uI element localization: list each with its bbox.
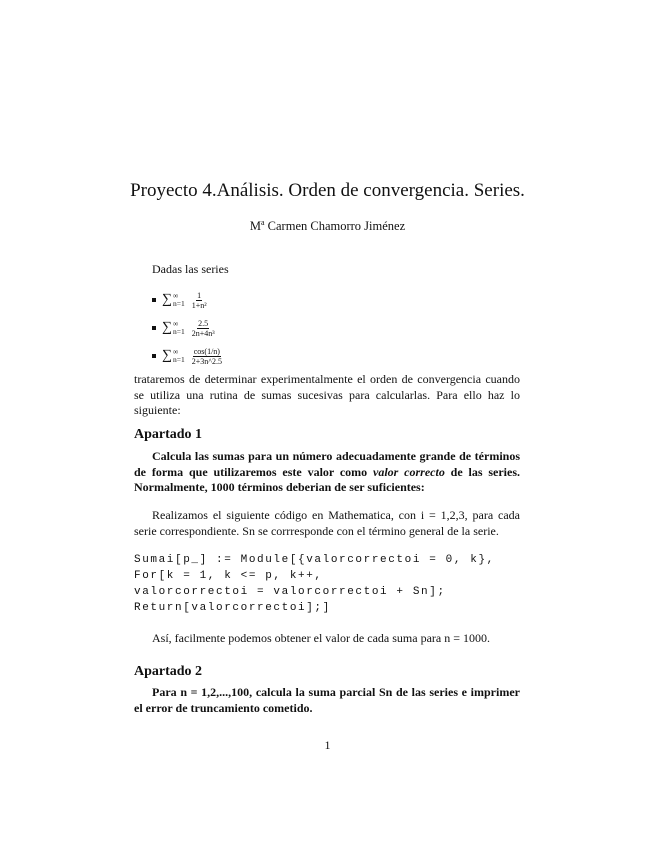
page-number: 1 [324, 738, 331, 752]
task-text: Calcula las sumas para un número adecuadamente grande de términos de forma que utilizaremos este valor como [134, 449, 520, 479]
denominator: 2+3n^2.5 [191, 356, 222, 366]
task-emphasis: valor correcto [373, 464, 445, 479]
code-line: For[k = 1, k <= p, k++, [134, 570, 323, 582]
summation-limits [173, 348, 185, 364]
upper-limit: ∞ [172, 291, 179, 300]
author-superscript: a [260, 218, 265, 227]
denominator: 1+n² [191, 300, 207, 310]
series-list [152, 286, 223, 370]
fraction [191, 319, 216, 338]
code-line: Sumai[p_] := Module[{valorcorrectoi = 0, k}, [134, 554, 495, 566]
code-line: Return[valorcorrectoi];] [134, 602, 331, 614]
series-item [152, 314, 223, 342]
numerator: cos(1/n) [193, 346, 220, 356]
sigma-symbol: ∑ [162, 348, 172, 363]
bullet-icon [152, 326, 156, 330]
sigma-symbol: ∑ [162, 292, 172, 307]
lower-limit: n=1 [172, 327, 185, 336]
lower-limit: n=1 [172, 355, 185, 364]
upper-limit: ∞ [172, 347, 179, 356]
author-name: Carmen Chamorro Jiménez [264, 219, 406, 234]
denominator: 2n+4n³ [191, 328, 215, 338]
author-line [0, 218, 655, 234]
document-title: Proyecto 4.Análisis. Orden de convergencia. Series. [130, 180, 525, 201]
summation-limits [173, 292, 185, 308]
summation-limits [173, 320, 185, 336]
numerator: 1 [197, 290, 202, 300]
bullet-icon [152, 354, 156, 358]
series-item [152, 342, 223, 370]
apartado-1-task [134, 449, 520, 496]
paragraph-after-series: trataremos de determinar experimentalmente el orden de convergencia cuando se utiliza una rutina de sumas sucesivas para calcularlas. Para ello haz lo siguiente: [134, 372, 520, 417]
numerator: 2.5 [198, 318, 209, 328]
section-heading-apartado-1: Apartado 1 [134, 427, 203, 442]
lower-limit: n=1 [172, 299, 185, 308]
fraction [191, 347, 223, 366]
series-item [152, 286, 223, 314]
sigma-symbol: ∑ [162, 320, 172, 335]
paragraph-after-code: Así, facilmente podemos obtener el valor de cada suma para n = 1000. [152, 631, 490, 645]
intro-text: Dadas las series [152, 262, 229, 276]
apartado-1-explanation: Realizamos el siguiente código en Mathematica, con i = 1,2,3, para cada serie correspondiente. Sn se corrresponde con el término general de la serie. [134, 508, 520, 538]
author-prefix: M [249, 219, 261, 234]
task-text-end: de las series. Normalmente, 1000 términos deberian de ser suficientes: [134, 464, 521, 494]
code-line: valorcorrectoi = valorcorrectoi + Sn]; [134, 586, 446, 598]
apartado-2-task: Para n = 1,2,...,100, calcula la suma parcial Sn de las series e imprimer el error de truncamiento cometido. [134, 685, 520, 715]
fraction [191, 291, 208, 310]
code-block [134, 552, 495, 616]
bullet-icon [152, 298, 156, 302]
section-heading-apartado-2: Apartado 2 [134, 664, 203, 679]
upper-limit: ∞ [172, 319, 179, 328]
